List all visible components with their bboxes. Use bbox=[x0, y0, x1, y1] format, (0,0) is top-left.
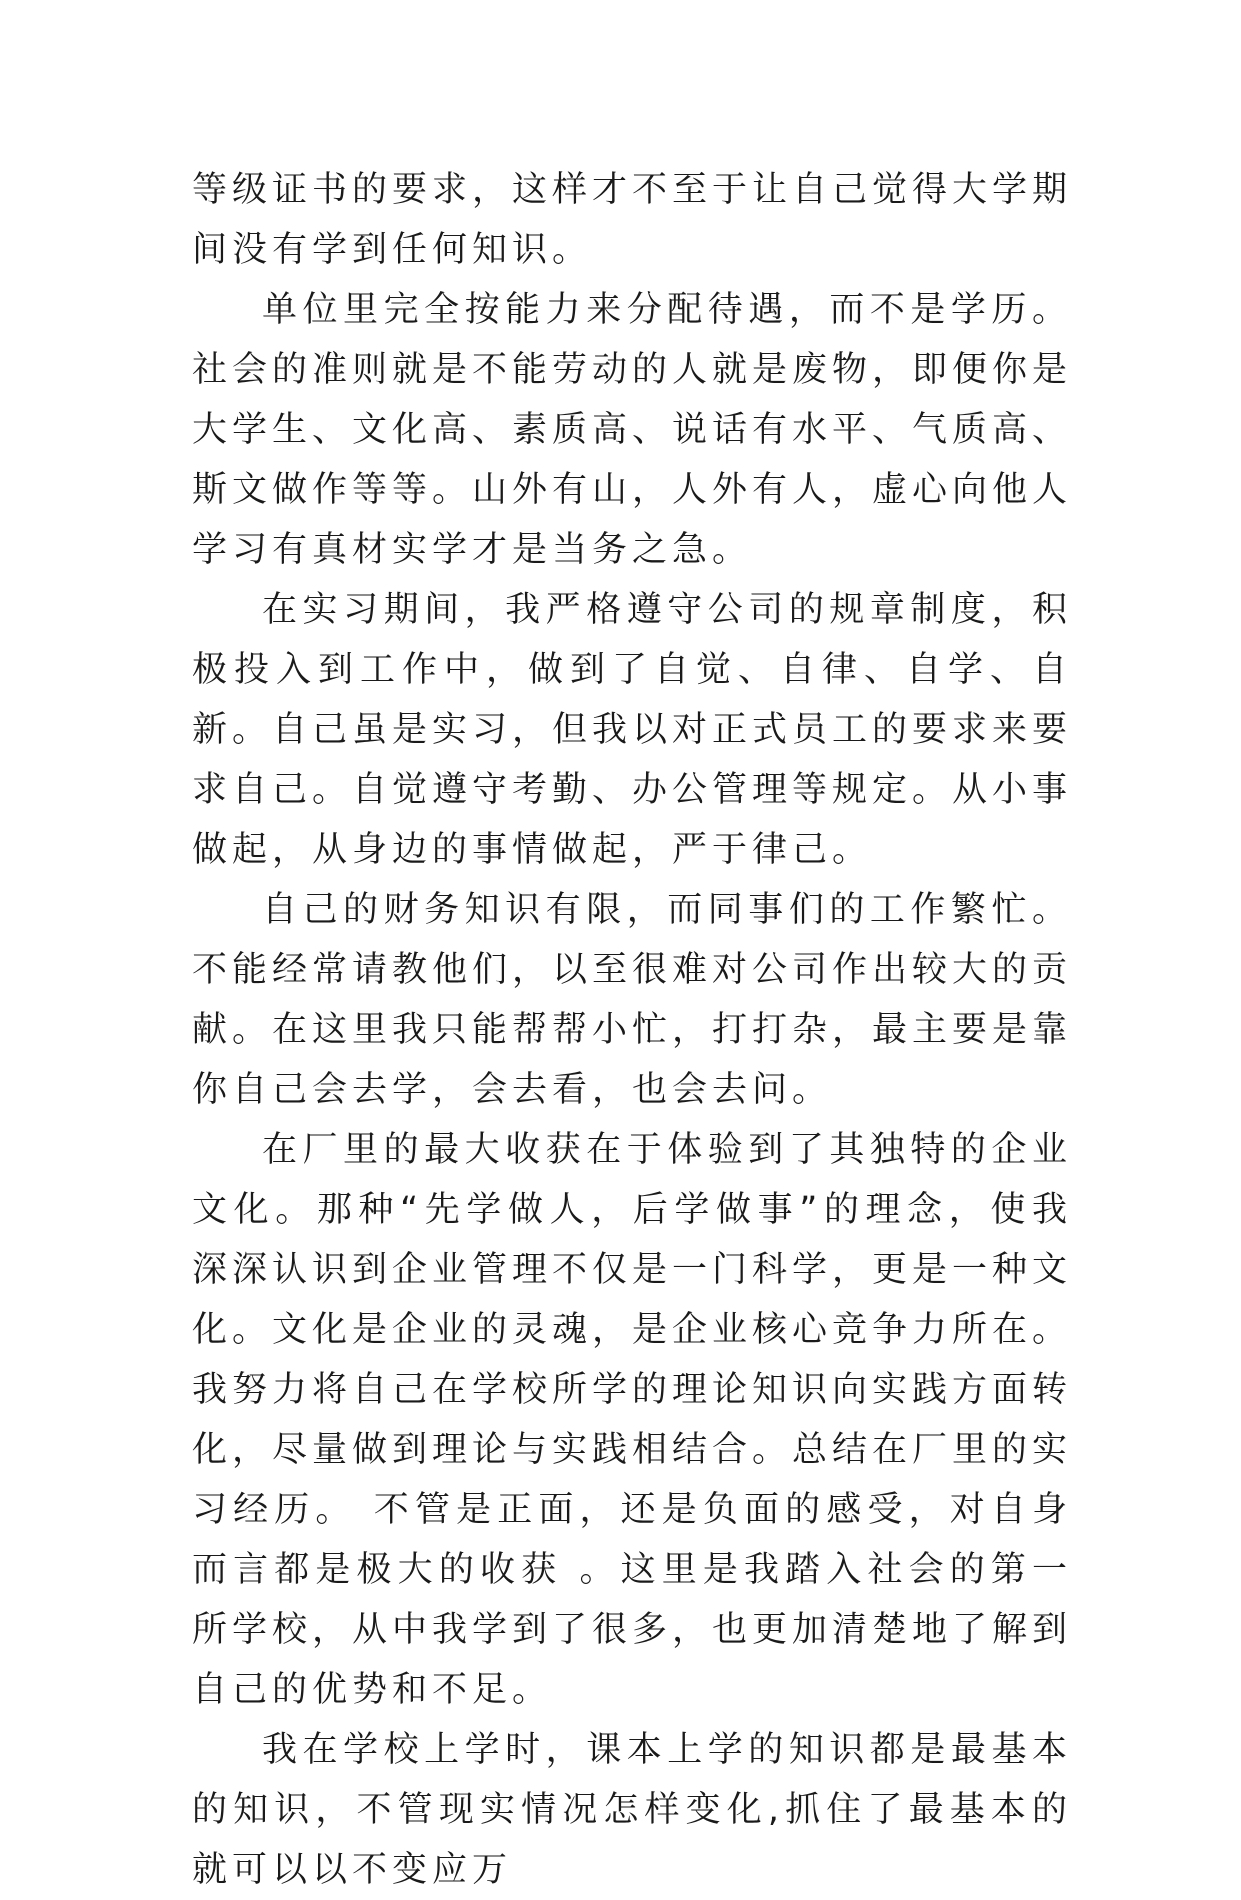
paragraph-culture: 在厂里的最大收获在于体验到了其独特的企业文化。那种“先学做人，后学做事”的理念，使我深深认识到企业管理不仅是一门科学，更是一种文化。文化是企业的灵魂，是企业核心竞争力所在。我努力将自己在学校所学的理论知识向实践方面转化，尽量做到理论与实践相结合。总结在厂里的实习经历。 不管是正面，还是负面的感受，对自身而言都是极大的收获 。这里是我踏入社会的第一所学校，从中我学到了很多，也更加清楚地了解到自己的优势和不足。 bbox=[192, 1130, 1073, 1710]
paragraph-discipline: 在实习期间，我严格遵守公司的规章制度，积极投入到工作中，做到了自觉、自律、自学、自新。自己虽是实习，但我以对正式员工的要求来要求自己。自觉遵守考勤、办公管理等规定。从小事做起，从身边的事情做起，严于律己。 bbox=[192, 590, 1073, 870]
paragraph-ability: 单位里完全按能力来分配待遇，而不是学历。社会的准则就是不能劳动的人就是废物，即便你是大学生、文化高、素质高、说话有水平、气质高、斯文做作等等。山外有山，人外有人，虚心向他人学习有真材实学才是当务之急。 bbox=[192, 290, 1073, 570]
paragraph-knowledge: 自己的财务知识有限，而同事们的工作繁忙。不能经常请教他们，以至很难对公司作出较大的贡献。在这里我只能帮帮小忙，打打杂，最主要是靠你自己会去学，会去看，也会去问。 bbox=[192, 890, 1073, 1110]
body-text bbox=[192, 160, 1072, 1900]
paragraph-school: 我在学校上学时，课本上学的知识都是最基本的知识，不管现实情况怎样变化,抓住了最基本的就可以以不变应万 bbox=[192, 1730, 1072, 1890]
paragraph-continuation: 等级证书的要求，这样才不至于让自己觉得大学期间没有学到任何知识。 bbox=[192, 170, 1073, 270]
